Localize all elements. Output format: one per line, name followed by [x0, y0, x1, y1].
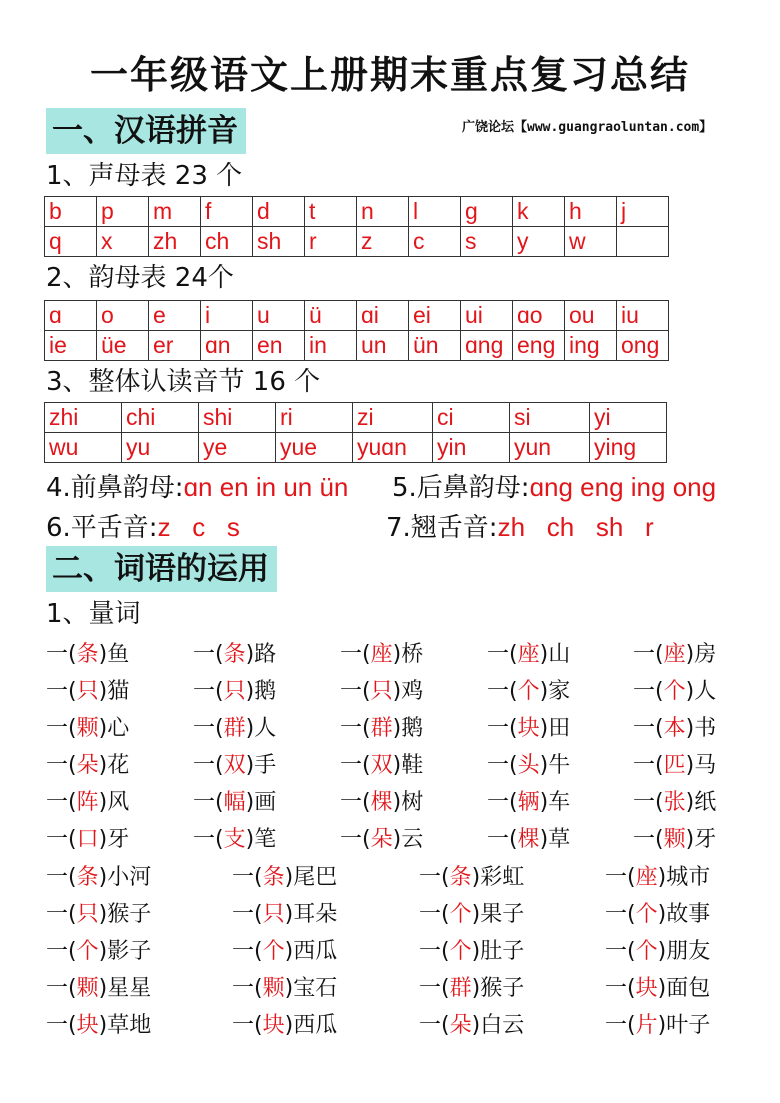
measure-word: 颗	[76, 716, 99, 741]
measure-word: 颗	[262, 976, 285, 1001]
measure-word-item	[46, 901, 151, 929]
shengmu-cell: h	[565, 197, 617, 227]
measure-word: 座	[635, 865, 658, 890]
measure-word: 本	[663, 716, 686, 741]
measure-word-item	[340, 826, 423, 854]
measure-word-item	[419, 938, 524, 966]
measure-word-item	[605, 864, 710, 892]
qianbi-value: ɑn en in un ün	[183, 472, 349, 502]
measure-word-text: 一(	[487, 679, 518, 704]
measure-word-text: 一(	[487, 716, 518, 741]
measure-word: 颗	[76, 976, 99, 1001]
shengmu-title: 1、声母表 23 个	[46, 161, 243, 191]
zhengti-cell: chi	[122, 403, 199, 433]
measure-word-text: 一(	[419, 1013, 450, 1038]
measure-word-text: 一(	[193, 716, 224, 741]
shengmu-cell: l	[409, 197, 461, 227]
measure-word-text: 一(	[46, 753, 77, 778]
page-title: 一年级语文上册期末重点复习总结	[89, 53, 690, 97]
measure-word-item	[633, 678, 716, 706]
measure-word-text: 一(	[46, 827, 77, 852]
measure-word-text: )草地	[98, 1013, 152, 1038]
liangci-title: 1、量词	[46, 599, 141, 629]
measure-word: 棵	[517, 827, 540, 852]
measure-word: 座	[370, 642, 393, 667]
measure-word-text: )鸡	[392, 679, 424, 704]
source-note: 广饶论坛【www.guangraoluntan.com】	[462, 120, 713, 135]
measure-word-text: )影子	[98, 939, 152, 964]
measure-word: 口	[76, 827, 99, 852]
measure-word-item	[605, 975, 710, 1003]
measure-word-item	[46, 752, 129, 780]
measure-word-item	[633, 715, 716, 743]
yunmu-cell: eng	[513, 331, 565, 361]
measure-word: 只	[76, 902, 99, 927]
shengmu-cell: f	[201, 197, 253, 227]
measure-word-text: )房	[685, 642, 717, 667]
measure-word-text: )山	[539, 642, 571, 667]
measure-word-text: 一(	[340, 753, 371, 778]
measure-word-item	[340, 641, 423, 669]
measure-word-item	[487, 752, 570, 780]
yunmu-title: 2、韵母表 24个	[46, 263, 234, 293]
measure-word-item	[633, 752, 716, 780]
measure-word-item	[193, 678, 276, 706]
measure-word-text: )宝石	[284, 976, 338, 1001]
measure-word-text: 一(	[232, 865, 263, 890]
measure-word-text: )叶子	[657, 1013, 711, 1038]
measure-word: 幅	[223, 790, 246, 815]
measure-word-item	[419, 901, 524, 929]
measure-word-text: )西瓜	[284, 1013, 338, 1038]
measure-word-text: )车	[539, 790, 571, 815]
measure-word-text: )鞋	[392, 753, 424, 778]
measure-word-text: 一(	[633, 753, 664, 778]
shengmu-cell: zh	[149, 227, 201, 257]
measure-word-item	[46, 641, 129, 669]
zhengti-cell: yin	[433, 433, 510, 463]
measure-word: 条	[76, 642, 99, 667]
measure-word: 片	[635, 1013, 658, 1038]
shengmu-cell: x	[97, 227, 149, 257]
measure-word-item	[232, 938, 337, 966]
measure-word-text: )鹅	[392, 716, 424, 741]
shengmu-cell: r	[305, 227, 357, 257]
measure-word-item	[232, 901, 337, 929]
measure-word: 头	[517, 753, 540, 778]
shengmu-cell: d	[253, 197, 305, 227]
yunmu-cell: ün	[409, 331, 461, 361]
measure-word: 只	[223, 679, 246, 704]
measure-word-text: )猫	[98, 679, 130, 704]
yunmu-cell: ei	[409, 301, 461, 331]
measure-word-text: 一(	[605, 1013, 636, 1038]
measure-word-text: )星星	[98, 976, 152, 1001]
measure-word-text: )故事	[657, 902, 711, 927]
measure-word-text: 一(	[605, 902, 636, 927]
measure-word: 块	[517, 716, 540, 741]
measure-word-text: )人	[685, 679, 717, 704]
measure-word-text: )画	[245, 790, 277, 815]
measure-word-text: 一(	[46, 902, 77, 927]
shengmu-cell: k	[513, 197, 565, 227]
measure-word-text: 一(	[340, 642, 371, 667]
measure-word-item	[605, 938, 710, 966]
zhengti-cell: wu	[45, 433, 122, 463]
measure-word-text: 一(	[605, 865, 636, 890]
pingshe-label: 6.平舌音:	[46, 513, 158, 543]
shengmu-table	[44, 196, 669, 257]
measure-word-text: )书	[685, 716, 717, 741]
measure-word-text: )花	[98, 753, 130, 778]
measure-word-text: )人	[245, 716, 277, 741]
measure-word-item	[340, 752, 423, 780]
zhengti-cell: ci	[433, 403, 510, 433]
measure-word-item	[46, 864, 151, 892]
pingshe-line	[46, 511, 240, 544]
yunmu-table	[44, 300, 669, 361]
measure-word-text: )鱼	[98, 642, 130, 667]
measure-word-item	[487, 826, 570, 854]
zhengti-cell: yun	[510, 433, 590, 463]
measure-word-item	[340, 789, 423, 817]
measure-word: 群	[449, 976, 472, 1001]
measure-word-item	[340, 715, 423, 743]
shengmu-cell: p	[97, 197, 149, 227]
measure-word: 双	[223, 753, 246, 778]
yunmu-cell: ie	[45, 331, 97, 361]
measure-word-text: )耳朵	[284, 902, 338, 927]
measure-word-item	[46, 975, 151, 1003]
measure-word: 块	[635, 976, 658, 1001]
measure-word-text: )朋友	[657, 939, 711, 964]
measure-word-text: )家	[539, 679, 571, 704]
measure-word: 张	[663, 790, 686, 815]
measure-word-text: 一(	[633, 827, 664, 852]
measure-word-text: )果子	[471, 902, 525, 927]
measure-word-item	[46, 789, 129, 817]
measure-word-text: )云	[392, 827, 424, 852]
measure-word-text: 一(	[193, 753, 224, 778]
qiaoshe-label: 7.翘舌音:	[386, 513, 498, 543]
measure-word-text: )面包	[657, 976, 711, 1001]
measure-word-text: )猴子	[471, 976, 525, 1001]
shengmu-cell: m	[149, 197, 201, 227]
measure-word-text: 一(	[46, 865, 77, 890]
measure-word: 块	[262, 1013, 285, 1038]
measure-word-text: )肚子	[471, 939, 525, 964]
measure-word-text: 一(	[232, 939, 263, 964]
measure-word-item	[46, 1012, 151, 1040]
shengmu-row	[45, 227, 669, 257]
zhengti-cell: yu	[122, 433, 199, 463]
measure-word-item	[605, 1012, 710, 1040]
measure-word-item	[487, 641, 570, 669]
measure-word: 个	[262, 939, 285, 964]
measure-word: 块	[76, 1013, 99, 1038]
shengmu-cell: b	[45, 197, 97, 227]
zhengti-title: 3、整体认读音节 16 个	[46, 367, 321, 397]
measure-word: 朵	[449, 1013, 472, 1038]
qianbi-line	[46, 471, 348, 504]
measure-word: 阵	[76, 790, 99, 815]
shengmu-cell: s	[461, 227, 513, 257]
zhengti-cell: yue	[276, 433, 353, 463]
zhengti-cell: shi	[199, 403, 276, 433]
yunmu-cell: ong	[617, 331, 669, 361]
measure-word: 辆	[517, 790, 540, 815]
measure-word: 个	[663, 679, 686, 704]
measure-word-text: 一(	[193, 827, 224, 852]
measure-word-item	[419, 1012, 524, 1040]
measure-word-text: 一(	[340, 790, 371, 815]
section-heading-words: 二、词语的运用	[46, 546, 277, 592]
measure-word-item	[46, 826, 129, 854]
measure-word: 条	[449, 865, 472, 890]
shengmu-cell: q	[45, 227, 97, 257]
measure-word-item	[633, 826, 716, 854]
measure-word-text: 一(	[46, 679, 77, 704]
measure-word-text: 一(	[232, 1013, 263, 1038]
measure-word-text: 一(	[193, 642, 224, 667]
measure-word-text: 一(	[419, 902, 450, 927]
measure-word-text: )白云	[471, 1013, 525, 1038]
measure-word-text: 一(	[46, 716, 77, 741]
measure-word-text: )树	[392, 790, 424, 815]
measure-word: 条	[76, 865, 99, 890]
measure-word-text: 一(	[419, 939, 450, 964]
section-heading-pinyin: 一、汉语拼音	[46, 108, 246, 154]
measure-word-text: )牙	[98, 827, 130, 852]
measure-word-text: 一(	[232, 976, 263, 1001]
yunmu-cell: e	[149, 301, 201, 331]
zhengti-cell: yuɑn	[353, 433, 433, 463]
measure-word-text: )彩虹	[471, 865, 525, 890]
measure-word-text: )草	[539, 827, 571, 852]
measure-word: 个	[449, 939, 472, 964]
measure-word-text: )马	[685, 753, 717, 778]
shengmu-cell: j	[617, 197, 669, 227]
yunmu-cell: er	[149, 331, 201, 361]
measure-word: 个	[76, 939, 99, 964]
qiaoshe-line	[386, 511, 654, 544]
shengmu-row	[45, 197, 669, 227]
measure-word-text: 一(	[633, 679, 664, 704]
shengmu-cell	[617, 227, 669, 257]
measure-word: 座	[663, 642, 686, 667]
measure-word-text: 一(	[419, 865, 450, 890]
yunmu-cell: ɑo	[513, 301, 565, 331]
yunmu-cell: ɑn	[201, 331, 253, 361]
measure-word-text: )心	[98, 716, 130, 741]
measure-word-item	[232, 1012, 337, 1040]
measure-word: 只	[262, 902, 285, 927]
measure-word-text: 一(	[487, 642, 518, 667]
zhengti-cell: zi	[353, 403, 433, 433]
yunmu-cell: ü	[305, 301, 357, 331]
measure-word-text: )手	[245, 753, 277, 778]
houbi-line	[392, 471, 716, 504]
yunmu-cell: iu	[617, 301, 669, 331]
measure-word-item	[46, 715, 129, 743]
measure-word: 个	[635, 939, 658, 964]
measure-word-text: 一(	[46, 642, 77, 667]
measure-word-text: )西瓜	[284, 939, 338, 964]
measure-word: 朵	[76, 753, 99, 778]
measure-word: 朵	[370, 827, 393, 852]
measure-word-item	[633, 641, 716, 669]
measure-word-text: )城市	[657, 865, 711, 890]
shengmu-cell: g	[461, 197, 513, 227]
pingshe-value: z c s	[157, 512, 240, 542]
qiaoshe-value: zh ch sh r	[497, 512, 654, 542]
measure-word-text: 一(	[46, 976, 77, 1001]
measure-word: 条	[223, 642, 246, 667]
measure-word-text: 一(	[419, 976, 450, 1001]
measure-word-text: 一(	[487, 827, 518, 852]
measure-word: 条	[262, 865, 285, 890]
shengmu-cell: y	[513, 227, 565, 257]
measure-word-text: 一(	[487, 790, 518, 815]
yunmu-cell: ɑng	[461, 331, 513, 361]
measure-word-text: )牛	[539, 753, 571, 778]
zhengti-cell: si	[510, 403, 590, 433]
measure-word-text: )鹅	[245, 679, 277, 704]
yunmu-cell: ou	[565, 301, 617, 331]
measure-word-item	[193, 789, 276, 817]
measure-word-text: )路	[245, 642, 277, 667]
measure-word-item	[193, 641, 276, 669]
measure-word: 匹	[663, 753, 686, 778]
shengmu-cell: sh	[253, 227, 305, 257]
measure-word: 支	[223, 827, 246, 852]
houbi-value: ɑng eng ing ong	[529, 472, 717, 502]
yunmu-cell: üe	[97, 331, 149, 361]
measure-word-text: 一(	[193, 790, 224, 815]
measure-word-text: 一(	[633, 642, 664, 667]
measure-word-text: 一(	[340, 679, 371, 704]
shengmu-cell: w	[565, 227, 617, 257]
shengmu-cell: ch	[201, 227, 253, 257]
measure-word-item	[419, 864, 524, 892]
shengmu-cell: z	[357, 227, 409, 257]
yunmu-cell: ɑ	[45, 301, 97, 331]
measure-word-text: 一(	[633, 790, 664, 815]
measure-word-item	[419, 975, 524, 1003]
measure-word: 个	[517, 679, 540, 704]
measure-word: 座	[517, 642, 540, 667]
measure-word-text: )牙	[685, 827, 717, 852]
yunmu-cell: in	[305, 331, 357, 361]
yunmu-cell: ing	[565, 331, 617, 361]
yunmu-row	[45, 331, 669, 361]
measure-word: 颗	[663, 827, 686, 852]
yunmu-cell: i	[201, 301, 253, 331]
measure-word-text: )猴子	[98, 902, 152, 927]
measure-word-text: 一(	[605, 976, 636, 1001]
yunmu-cell: en	[253, 331, 305, 361]
measure-word-text: )风	[98, 790, 130, 815]
measure-word-text: 一(	[340, 716, 371, 741]
measure-word-text: )笔	[245, 827, 277, 852]
measure-word-text: )田	[539, 716, 571, 741]
measure-word-text: 一(	[46, 1013, 77, 1038]
zhengti-table	[44, 402, 667, 463]
measure-word: 个	[635, 902, 658, 927]
measure-word-text: 一(	[633, 716, 664, 741]
measure-word-text: 一(	[232, 902, 263, 927]
zhengti-cell: ying	[590, 433, 667, 463]
measure-word-item	[193, 752, 276, 780]
measure-word: 只	[370, 679, 393, 704]
shengmu-cell: n	[357, 197, 409, 227]
measure-word-item	[633, 789, 716, 817]
shengmu-cell: t	[305, 197, 357, 227]
zhengti-cell: ri	[276, 403, 353, 433]
zhengti-row	[45, 403, 667, 433]
zhengti-cell: yi	[590, 403, 667, 433]
measure-word-text: 一(	[340, 827, 371, 852]
yunmu-row	[45, 301, 669, 331]
zhengti-cell: ye	[199, 433, 276, 463]
measure-word-item	[487, 789, 570, 817]
yunmu-cell: u	[253, 301, 305, 331]
measure-word-text: 一(	[487, 753, 518, 778]
measure-word-text: )小河	[98, 865, 152, 890]
measure-word-item	[340, 678, 423, 706]
measure-word-item	[487, 678, 570, 706]
yunmu-cell: ui	[461, 301, 513, 331]
zhengti-row	[45, 433, 667, 463]
measure-word-text: )尾巴	[284, 865, 338, 890]
measure-word-item	[46, 678, 129, 706]
yunmu-cell: un	[357, 331, 409, 361]
measure-word-text: 一(	[46, 939, 77, 964]
houbi-label: 5.后鼻韵母:	[392, 473, 530, 503]
measure-word: 只	[76, 679, 99, 704]
measure-word-item	[232, 975, 337, 1003]
measure-word-text: )桥	[392, 642, 424, 667]
measure-word-item	[46, 938, 151, 966]
measure-word-text: )纸	[685, 790, 717, 815]
measure-word-text: 一(	[193, 679, 224, 704]
measure-word: 群	[370, 716, 393, 741]
measure-word-item	[487, 715, 570, 743]
measure-word-text: 一(	[605, 939, 636, 964]
measure-word-item	[193, 715, 276, 743]
measure-word-item	[193, 826, 276, 854]
yunmu-cell: ɑi	[357, 301, 409, 331]
measure-word: 个	[449, 902, 472, 927]
measure-word-item	[605, 901, 710, 929]
measure-word: 双	[370, 753, 393, 778]
measure-word-item	[232, 864, 337, 892]
measure-word: 棵	[370, 790, 393, 815]
shengmu-cell: c	[409, 227, 461, 257]
measure-word: 群	[223, 716, 246, 741]
measure-word-text: 一(	[46, 790, 77, 815]
yunmu-cell: o	[97, 301, 149, 331]
zhengti-cell: zhi	[45, 403, 122, 433]
qianbi-label: 4.前鼻韵母:	[46, 473, 184, 503]
